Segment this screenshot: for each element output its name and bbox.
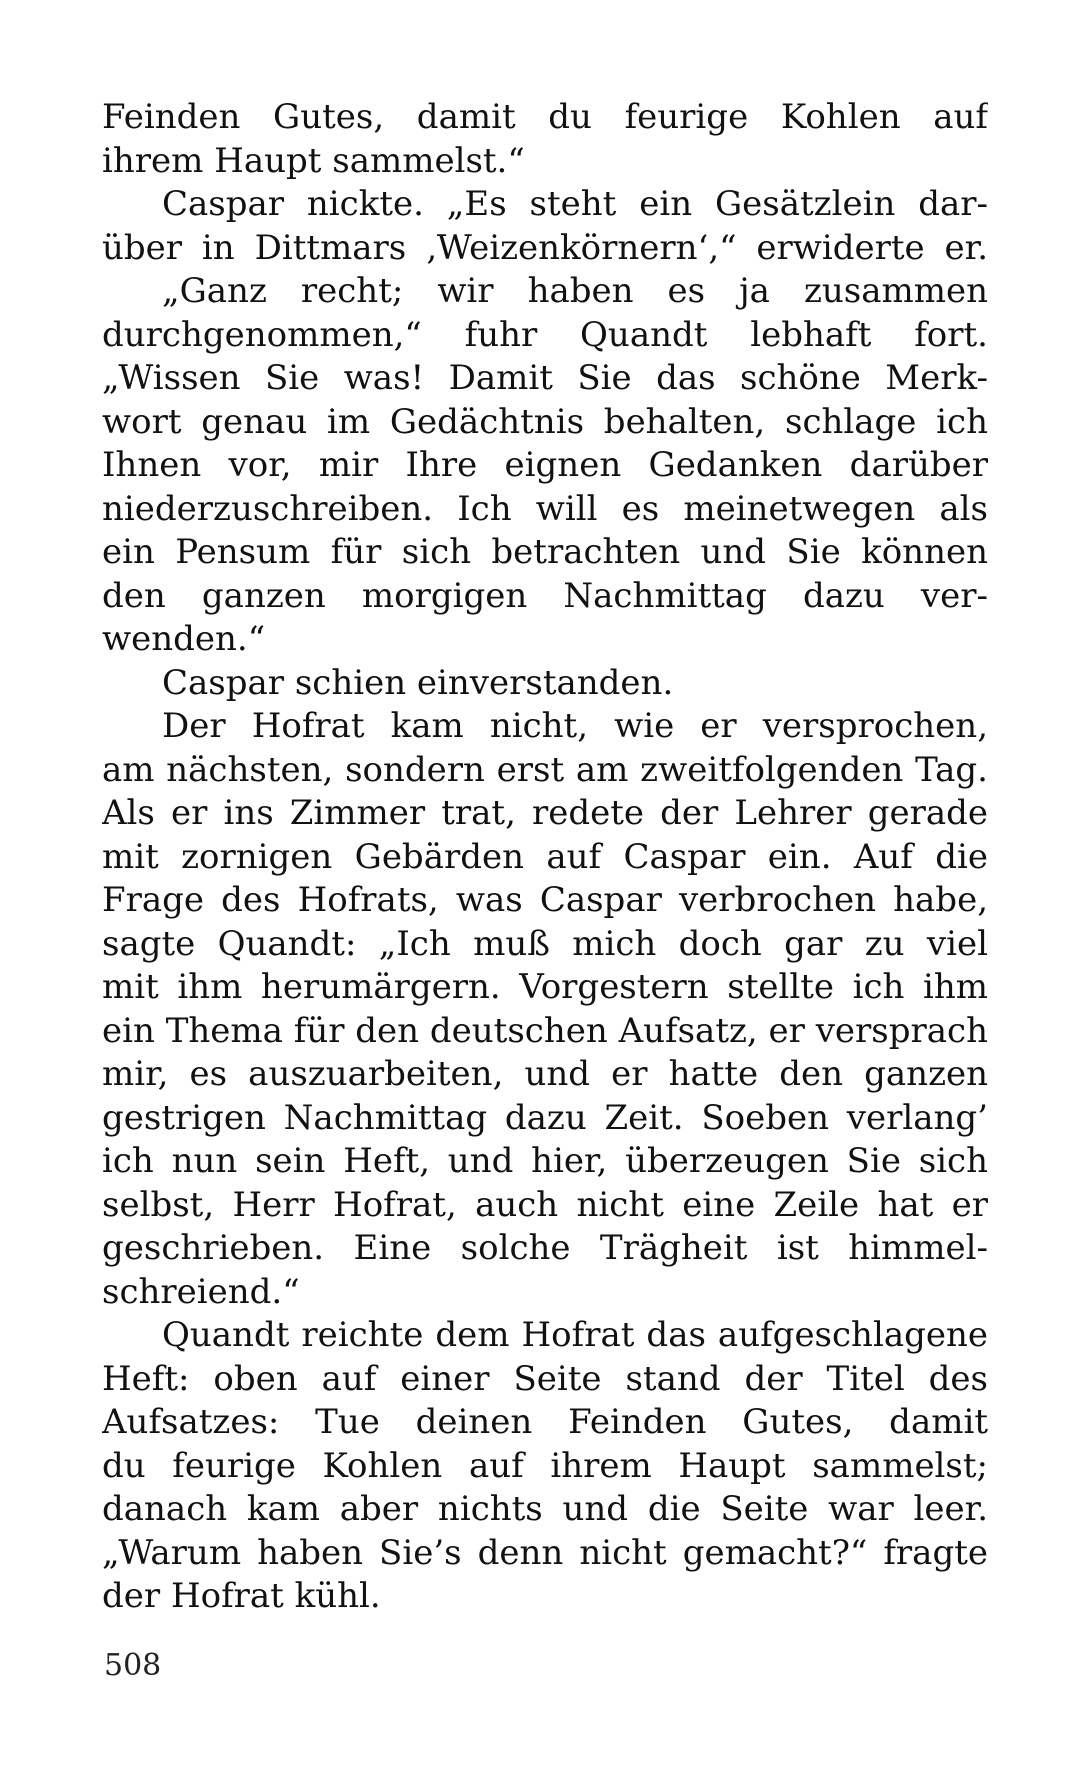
- text-line: durchgenommen,“ fuhr Quandt lebhaft fort.: [102, 314, 988, 355]
- text-line: Heft: oben auf einer Seite stand der Titel des: [102, 1358, 988, 1399]
- text-line: Ihnen vor, mir Ihre eignen Gedanken darüber: [102, 445, 988, 485]
- text-line: mit ihm herumärgern. Vorgestern stellte ich ihm: [102, 967, 988, 1007]
- text-line: schreiend.“: [102, 1271, 300, 1312]
- text-line: Als er ins Zimmer trat, redete der Lehrer gerade: [102, 793, 988, 833]
- page-number: 508: [104, 1648, 162, 1683]
- text-line: geschrieben. Eine solche Trägheit ist himmel-: [102, 1228, 988, 1268]
- text-line: du feurige Kohlen auf ihrem Haupt sammelst;: [102, 1445, 988, 1486]
- text-line: den ganzen morgigen Nachmittag dazu ver-: [102, 575, 988, 616]
- text-line: „Warum haben Sie’s denn nicht gemacht?“ fragte: [102, 1532, 988, 1573]
- text-line: „Ganz recht; wir haben es ja zusammen: [162, 271, 988, 311]
- text-line: ihrem Haupt sammelst.“: [102, 140, 525, 181]
- text-line: ich nun sein Heft, und hier, überzeugen Sie sich: [102, 1141, 988, 1181]
- text-line: sagte Quandt: „Ich muß mich doch gar zu viel: [102, 923, 988, 964]
- text-line: mit zornigen Gebärden auf Caspar ein. Auf die: [102, 836, 988, 877]
- text-line: danach kam aber nichts und die Seite war leer.: [102, 1489, 988, 1529]
- text-line: Caspar nickte. „Es steht ein Gesätzlein dar-: [162, 184, 988, 224]
- text-line: mir, es auszuarbeiten, und er hatte den ganzen: [102, 1054, 988, 1094]
- body-text: [102, 96, 988, 1619]
- text-line: wenden.“: [102, 619, 266, 659]
- text-line: der Hofrat kühl.: [102, 1576, 381, 1616]
- text-line: Caspar schien einverstanden.: [162, 662, 674, 703]
- text-line: selbst, Herr Hofrat, auch nicht eine Zeile hat er: [102, 1184, 988, 1225]
- text-line: Aufsatzes: Tue deinen Feinden Gutes, damit: [102, 1402, 988, 1442]
- text-line: ein Pensum für sich betrachten und Sie können: [102, 532, 988, 572]
- text-line: Feinden Gutes, damit du feurige Kohlen auf: [102, 97, 988, 137]
- text-line: niederzuschreiben. Ich will es meinetwegen als: [102, 488, 988, 529]
- text-line: über in Dittmars ‚Weizenkörnern‘,“ erwiderte er.: [102, 227, 988, 268]
- text-line: Frage des Hofrats, was Caspar verbrochen habe,: [102, 880, 988, 920]
- text-line: gestrigen Nachmittag dazu Zeit. Soeben verlang’: [102, 1097, 988, 1138]
- text-line: „Wissen Sie was! Damit Sie das schöne Merk-: [102, 358, 988, 398]
- text-line: wort genau im Gedächtnis behalten, schlage ich: [102, 401, 988, 442]
- text-line: Der Hofrat kam nicht, wie er versprochen,: [162, 706, 988, 746]
- text-line: Quandt reichte dem Hofrat das aufgeschlagene: [162, 1315, 988, 1355]
- text-line: ein Thema für den deutschen Aufsatz, er versprach: [102, 1010, 988, 1051]
- text-line: am nächsten, sondern erst am zweitfolgenden Tag.: [102, 749, 988, 790]
